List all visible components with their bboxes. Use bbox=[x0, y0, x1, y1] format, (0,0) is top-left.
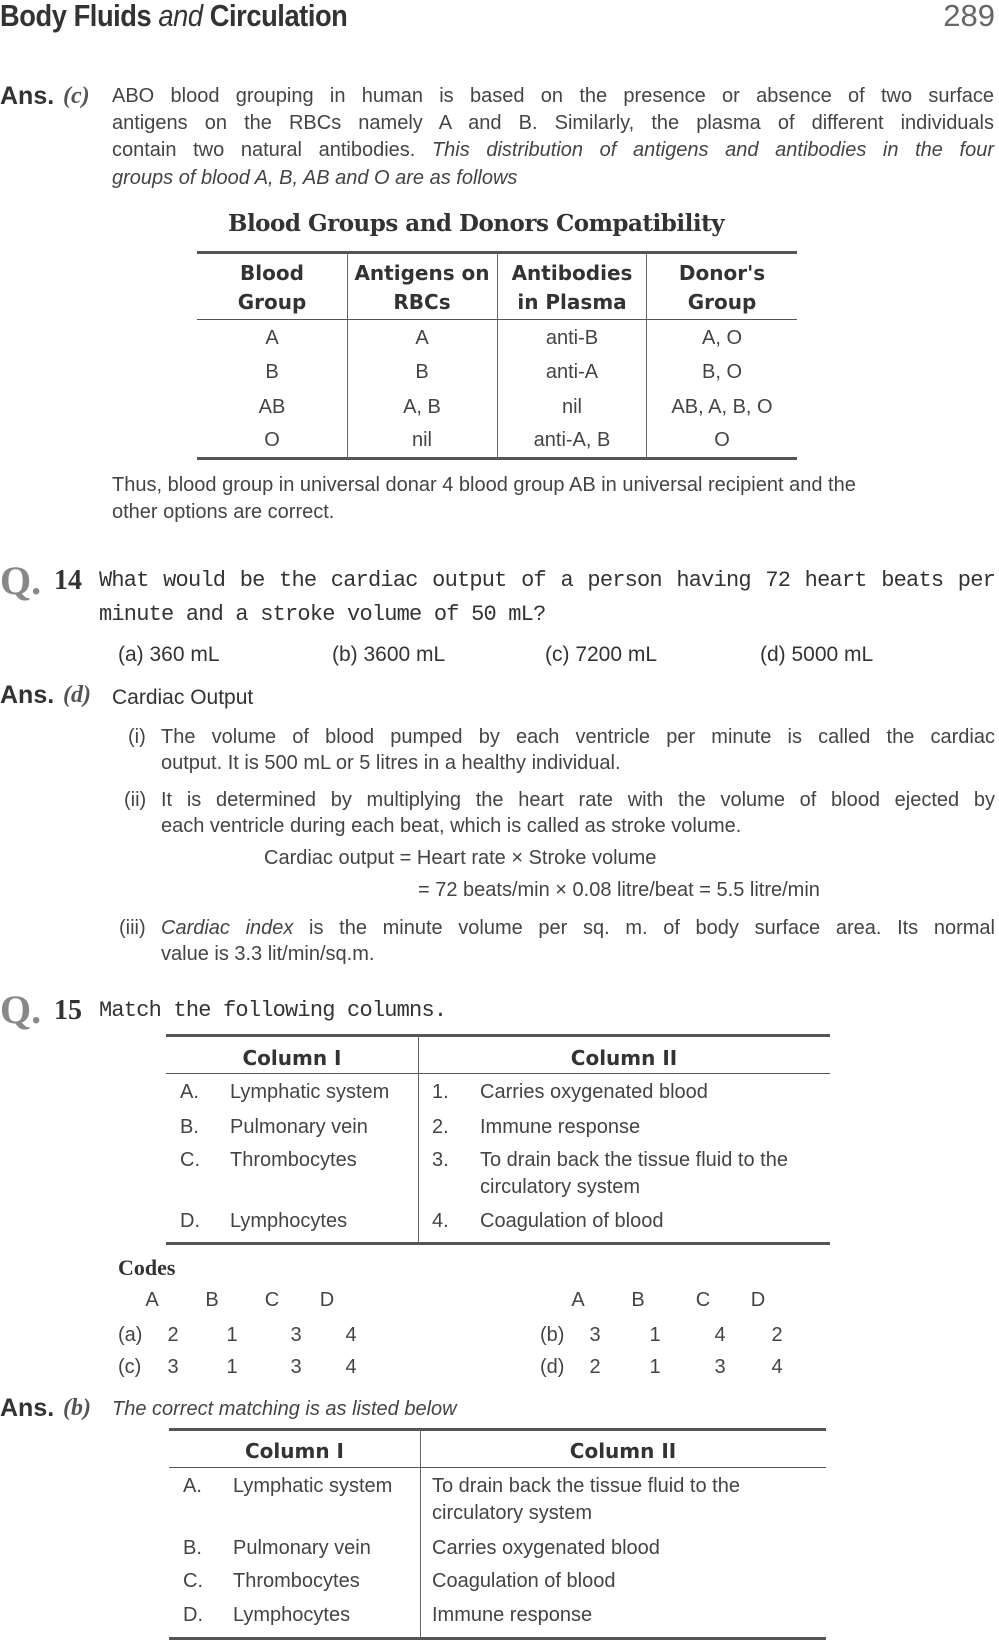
formula: = 72 beats/min × 0.08 litre/beat = 5.5 litre/min bbox=[418, 879, 820, 901]
point-line: The volume of blood pumped by each ventricle per minute is called the cardiac bbox=[161, 726, 995, 748]
column-i-item: Thrombocytes bbox=[230, 1149, 357, 1171]
table-cell: anti-B bbox=[545, 327, 599, 349]
para-line: ABO blood grouping in human is based on the presence or absence of two surface bbox=[112, 85, 994, 107]
row-number: 4. bbox=[432, 1210, 449, 1232]
column-i-item: Pulmonary vein bbox=[233, 1537, 371, 1559]
table-cell: B bbox=[265, 361, 279, 383]
answer-label: Ans. bbox=[0, 1394, 55, 1422]
row-number: 3. bbox=[432, 1149, 449, 1171]
code-header: A bbox=[571, 1289, 585, 1311]
row-number: 2. bbox=[432, 1116, 449, 1138]
question-marker: Q. bbox=[0, 558, 42, 603]
point-line: each ventricle during each beat, which is called as stroke volume. bbox=[161, 815, 742, 837]
point-line: output. It is 500 mL or 5 litres in a healthy individual. bbox=[161, 752, 621, 774]
column-ii-item: Carries oxygenated blood bbox=[480, 1081, 708, 1103]
table-cell: nil bbox=[411, 429, 432, 451]
column-header: Antibodies bbox=[511, 261, 633, 285]
point-number: (ii) bbox=[124, 789, 147, 811]
column-ii-item: circulatory system bbox=[480, 1176, 641, 1198]
codes-label: Codes bbox=[118, 1255, 176, 1280]
column-header: Donor's bbox=[678, 261, 766, 285]
question-number: 15 bbox=[54, 995, 82, 1026]
column-header: Column I bbox=[242, 1046, 342, 1070]
table-divider bbox=[347, 253, 348, 458]
page-number: 289 bbox=[943, 0, 995, 33]
conclusion-line: other options are correct. bbox=[112, 501, 335, 523]
row-letter: D. bbox=[180, 1210, 200, 1232]
code-value: 3 bbox=[714, 1356, 726, 1378]
table-divider bbox=[646, 253, 647, 458]
point-line: It is determined by multiplying the heart rate with the volume of blood ejected by bbox=[161, 789, 995, 811]
code-header: B bbox=[205, 1289, 219, 1311]
code-value: 4 bbox=[771, 1356, 783, 1378]
table-rule bbox=[166, 1242, 830, 1245]
row-number: 1. bbox=[432, 1081, 449, 1103]
answer-label: Ans. bbox=[0, 82, 55, 110]
table-cell: B bbox=[415, 361, 429, 383]
code-value: 4 bbox=[345, 1356, 357, 1378]
table-cell: nil bbox=[561, 396, 582, 418]
conclusion-line: Thus, blood group in universal donar 4 blood group AB in universal recipient and the bbox=[112, 474, 856, 496]
point-number: (iii) bbox=[119, 917, 146, 939]
code-value: 1 bbox=[226, 1324, 238, 1346]
table-cell: AB, A, B, O bbox=[671, 396, 773, 418]
option-d: (d) 5000 mL bbox=[760, 643, 874, 666]
para-line: contain two natural antibodies. This distribution of antigens and antibodies in the four bbox=[112, 139, 994, 161]
code-header: C bbox=[264, 1289, 280, 1311]
column-ii-item: To drain back the tissue fluid to the bbox=[432, 1475, 740, 1497]
column-i-item: Lymphatic system bbox=[233, 1475, 393, 1497]
para-line: antigens on the RBCs namely A and B. Similarly, the plasma of different individuals bbox=[112, 112, 994, 134]
code-option: (d) bbox=[540, 1356, 565, 1378]
formula: Cardiac output = Heart rate × Stroke volume bbox=[264, 847, 657, 869]
column-header: Antigens on bbox=[354, 261, 490, 285]
column-i-item: Pulmonary vein bbox=[230, 1116, 368, 1138]
answer-label: Ans. bbox=[0, 681, 55, 709]
column-header: Group bbox=[687, 290, 757, 314]
code-value: 2 bbox=[589, 1356, 601, 1378]
code-value: 4 bbox=[345, 1324, 357, 1346]
point-line: value is 3.3 lit/min/sq.m. bbox=[161, 943, 375, 965]
column-header: RBCs bbox=[393, 290, 451, 314]
question-number: 14 bbox=[54, 565, 82, 596]
column-ii-item: Immune response bbox=[480, 1116, 641, 1138]
code-header: D bbox=[319, 1289, 335, 1311]
question-marker: Q. bbox=[0, 987, 42, 1032]
row-letter: D. bbox=[183, 1604, 203, 1626]
row-letter: A. bbox=[183, 1475, 202, 1497]
table-rule bbox=[166, 1073, 830, 1074]
code-option: (c) bbox=[118, 1356, 142, 1378]
code-option: (b) bbox=[540, 1324, 565, 1346]
table-cell: A bbox=[415, 327, 429, 349]
column-i-item: Lymphatic system bbox=[230, 1081, 390, 1103]
question-text: minute and a stroke volume of 50 mL? bbox=[99, 602, 546, 627]
answer-text: The correct matching is as listed below bbox=[112, 1398, 457, 1420]
table-rule bbox=[169, 1637, 826, 1640]
table-title: Blood Groups and Donors Compatibility bbox=[228, 210, 725, 237]
answer-heading: Cardiac Output bbox=[112, 686, 254, 709]
para-line: groups of blood A, B, AB and O are as follows bbox=[112, 167, 518, 189]
column-header: Column I bbox=[245, 1439, 344, 1463]
column-ii-item: Carries oxygenated blood bbox=[432, 1537, 660, 1559]
chapter-title: Body Fluids and Circulation bbox=[0, 0, 348, 33]
column-header: in Plasma bbox=[517, 290, 627, 314]
table-divider bbox=[420, 1430, 421, 1638]
column-i-item: Lymphocytes bbox=[233, 1604, 351, 1626]
code-header: B bbox=[631, 1289, 645, 1311]
code-value: 3 bbox=[290, 1324, 302, 1346]
column-ii-item: To drain back the tissue fluid to the bbox=[480, 1149, 788, 1171]
answer-option: (b) bbox=[63, 1395, 91, 1421]
table-cell: anti-A, B bbox=[533, 429, 611, 451]
code-value: 1 bbox=[649, 1324, 661, 1346]
column-ii-item: Coagulation of blood bbox=[432, 1570, 616, 1592]
option-a: (a) 360 mL bbox=[118, 643, 220, 666]
table-cell: anti-A bbox=[545, 361, 599, 383]
table-rule bbox=[169, 1467, 826, 1468]
column-ii-item: circulatory system bbox=[432, 1502, 593, 1524]
point-line: Cardiac index is the minute volume per sq. m. of body surface area. Its normal bbox=[161, 917, 995, 939]
question-text: What would be the cardiac output of a person having 72 heart beats per bbox=[99, 568, 995, 593]
table-cell: O bbox=[264, 429, 280, 451]
code-value: 2 bbox=[167, 1324, 179, 1346]
answer-option: (c) bbox=[63, 83, 90, 109]
code-value: 1 bbox=[649, 1356, 661, 1378]
table-cell: A, B bbox=[403, 396, 441, 418]
row-letter: B. bbox=[180, 1116, 199, 1138]
code-header: D bbox=[750, 1289, 766, 1311]
code-value: 2 bbox=[771, 1324, 783, 1346]
option-c: (c) 7200 mL bbox=[545, 643, 658, 666]
row-letter: C. bbox=[180, 1149, 200, 1171]
point-number: (i) bbox=[128, 726, 146, 748]
row-letter: B. bbox=[183, 1537, 202, 1559]
column-header: Column II bbox=[569, 1439, 677, 1463]
code-value: 3 bbox=[290, 1356, 302, 1378]
table-rule bbox=[166, 1034, 830, 1037]
column-header: Group bbox=[237, 290, 307, 314]
table-cell: A bbox=[265, 327, 279, 349]
column-i-item: Lymphocytes bbox=[230, 1210, 348, 1232]
row-letter: A. bbox=[180, 1081, 199, 1103]
code-option: (a) bbox=[118, 1324, 143, 1346]
code-value: 1 bbox=[226, 1356, 238, 1378]
option-b: (b) 3600 mL bbox=[332, 643, 446, 666]
code-header: C bbox=[695, 1289, 711, 1311]
table-divider bbox=[497, 253, 498, 458]
table-rule bbox=[169, 1428, 826, 1431]
column-header: Column II bbox=[570, 1046, 678, 1070]
table-cell: A, O bbox=[701, 327, 742, 349]
table-cell: B, O bbox=[701, 361, 742, 383]
code-value: 3 bbox=[167, 1356, 179, 1378]
row-letter: C. bbox=[183, 1570, 203, 1592]
column-ii-item: Immune response bbox=[432, 1604, 593, 1626]
code-value: 4 bbox=[714, 1324, 726, 1346]
column-i-item: Thrombocytes bbox=[233, 1570, 360, 1592]
column-header: Blood bbox=[240, 261, 304, 285]
table-cell: AB bbox=[258, 396, 286, 418]
code-header: A bbox=[145, 1289, 159, 1311]
question-text: Match the following columns. bbox=[99, 998, 447, 1023]
table-cell: O bbox=[714, 429, 730, 451]
answer-option: (d) bbox=[63, 682, 91, 708]
column-ii-item: Coagulation of blood bbox=[480, 1210, 664, 1232]
code-value: 3 bbox=[589, 1324, 601, 1346]
